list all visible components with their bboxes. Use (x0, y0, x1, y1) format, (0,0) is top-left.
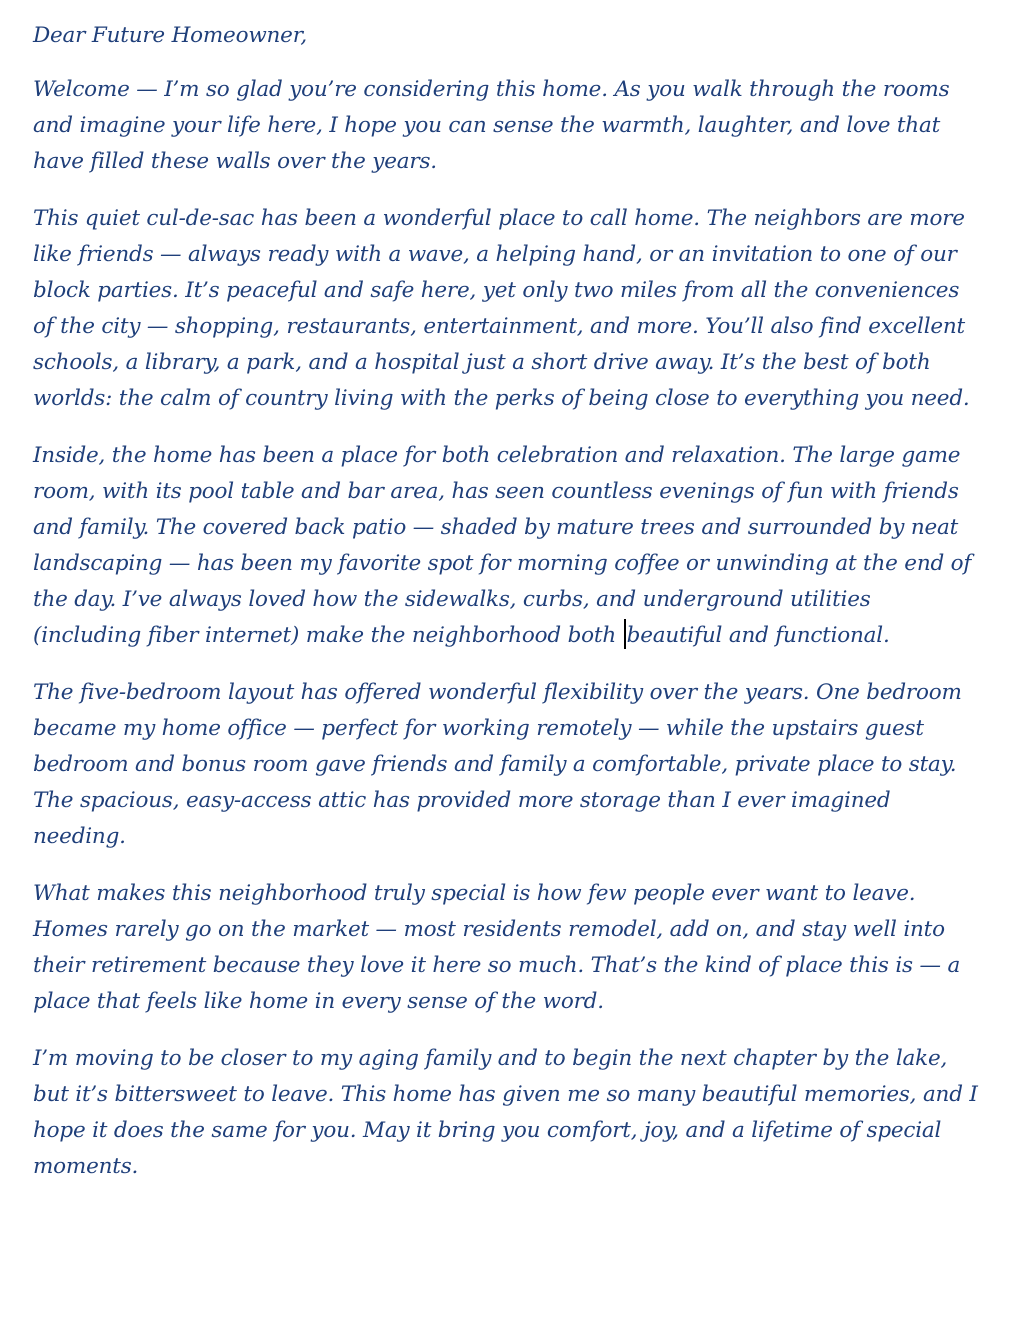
paragraph-home-features (33, 438, 978, 654)
letter-greeting: Dear Future Homeowner, (33, 23, 308, 48)
paragraph-text-after-caret: beautiful and functional. (626, 623, 890, 648)
paragraph-farewell: I’m moving to be closer to my aging family and to begin the next chapter by the lake, but it’s bittersweet to leave. This home has given me so many beautiful memories, and I hope it does the same for you. May it bring you comfort, joy, and a lifetime of special moments. (33, 1046, 978, 1179)
paragraph-community: What makes this neighborhood truly special is how few people ever want to leave. Homes rarely go on the market — most residents remodel, add on, and stay well into their retirement because they love it here so much. That’s the kind of place this is — a place that feels like home in every sense of the word. (33, 881, 961, 1014)
text-cursor (624, 619, 626, 649)
paragraph-text-before-caret: Inside, the home has been a place for both celebration and relaxation. The large game room, with its pool table and bar area, has seen countless evenings of fun with friends and family. The covered back patio — shaded by mature trees and surrounded by neat landscaping — has been my favorite spot for morning coffee or unwinding at the end of the day. I’ve always loved how the sidewalks, curbs, and underground utilities (including fiber internet) make the neighborhood both (33, 443, 972, 648)
paragraph-neighborhood: This quiet cul-de-sac has been a wonderful place to call home. The neighbors are more like friends — always ready with a wave, a helping hand, or an invitation to one of our block parties. It’s peaceful and safe here, yet only two miles from all the conveniences of the city — shopping, restaurants, entertainment, and more. You’ll also find excellent schools, a library, a park, and a hospital just a short drive away. It’s the best of both worlds: the calm of country living with the perks of being close to everything you need. (33, 206, 970, 411)
paragraph-bedrooms: The five-bedroom layout has offered wonderful flexibility over the years. One bedroom became my home office — perfect for working remotely — while the upstairs guest bedroom and bonus room gave friends and family a comfortable, private place to stay. The spacious, easy-access attic has provided more storage than I ever imagined needing. (33, 680, 962, 849)
letter-body[interactable] (33, 18, 978, 1206)
paragraph-welcome: Welcome — I’m so glad you’re considering this home. As you walk through the rooms and imagine your life here, I hope you can sense the warmth, laughter, and love that have filled these walls over the years. (33, 77, 950, 174)
